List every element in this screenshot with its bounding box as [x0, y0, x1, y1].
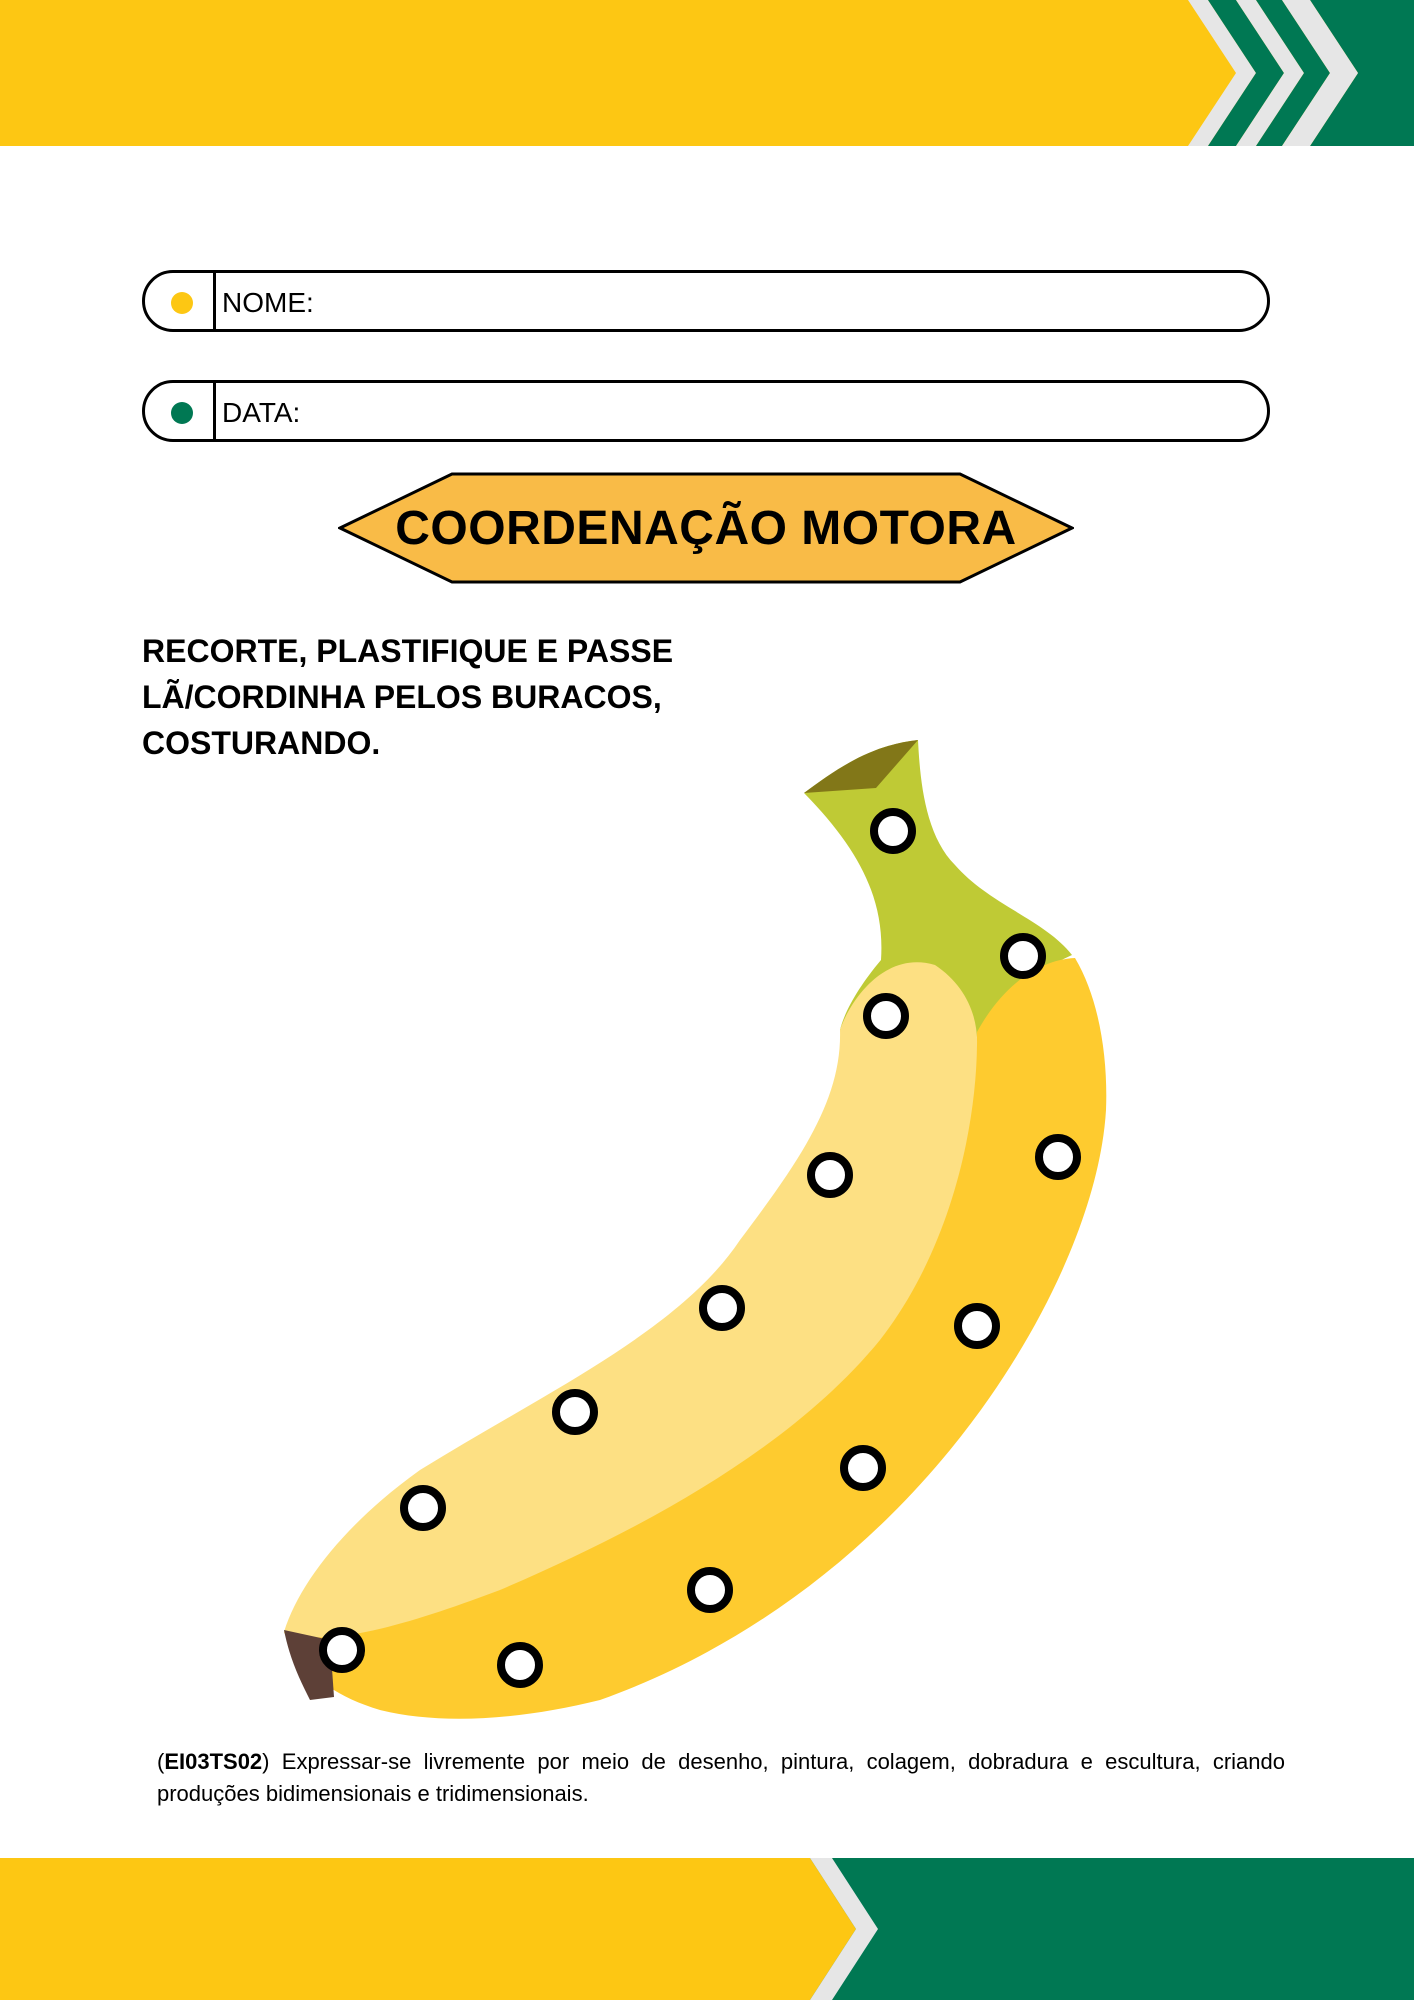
footnote-code: EI03TS02: [164, 1749, 263, 1774]
ring-hole-icon: [703, 1289, 741, 1327]
ring-hole-icon: [844, 1449, 882, 1487]
banana-illustration: [270, 730, 1120, 1730]
ring-hole-icon: [404, 1489, 442, 1527]
field-divider: [213, 383, 216, 439]
ring-hole-icon: [867, 997, 905, 1035]
ring-hole-icon: [501, 1646, 539, 1684]
footnote: (EI03TS02) Expressar-se livremente por meio de desenho, pintura, colagem, dobradura e escultura, criando produções bidimensionais e tridimensionais.: [157, 1749, 1285, 1806]
ring-hole-icon: [958, 1307, 996, 1345]
ring-hole-icon: [323, 1631, 361, 1669]
date-field[interactable]: [142, 380, 1270, 442]
ring-hole-icon: [556, 1393, 594, 1431]
top-banner: [0, 0, 1414, 146]
ring-hole-icon: [1004, 937, 1042, 975]
footnote-text: Expressar-se livremente por meio de desenho, pintura, colagem, dobradura e escultura, criando produções bidimensionais e tridimensionais.: [157, 1749, 1285, 1806]
name-field[interactable]: [142, 270, 1270, 332]
page-title: COORDENAÇÃO MOTORA: [395, 501, 1017, 555]
ring-hole-icon: [691, 1571, 729, 1609]
dot-icon: [171, 292, 193, 314]
name-label: NOME:: [222, 287, 314, 318]
bottom-banner: [0, 1858, 1414, 2000]
ring-hole-icon: [811, 1156, 849, 1194]
date-label: DATA:: [222, 397, 301, 428]
instruction-text: RECORTE, PLASTIFIQUE E PASSE LÃ/CORDINHA PELOS BURACOS, COSTURANDO.: [142, 633, 674, 761]
dot-icon: [171, 402, 193, 424]
ring-hole-icon: [1039, 1138, 1077, 1176]
field-divider: [213, 273, 216, 329]
ring-hole-icon: [874, 812, 912, 850]
